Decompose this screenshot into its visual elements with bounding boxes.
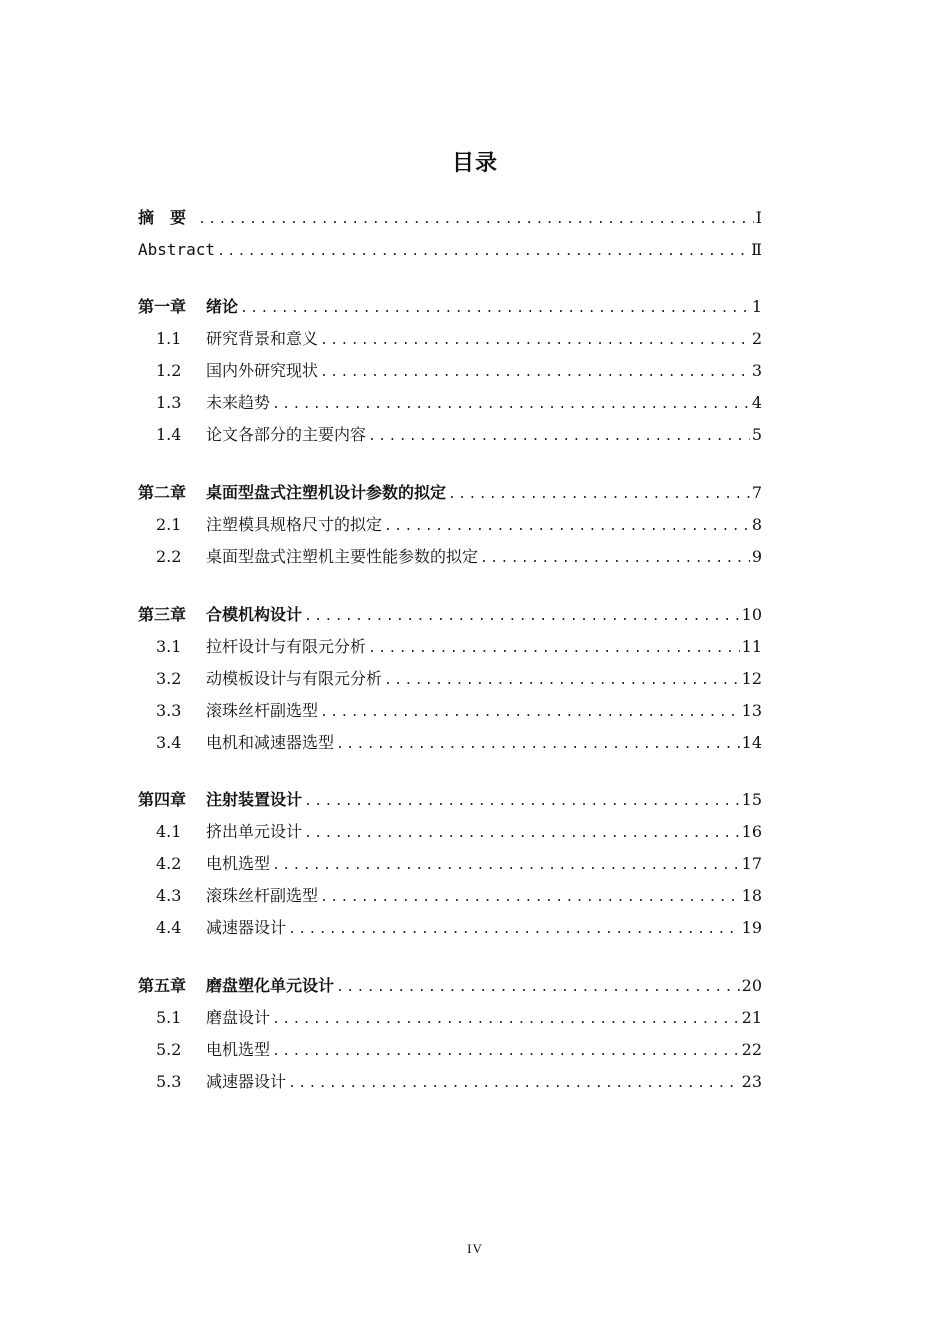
dot-leader — [336, 976, 740, 1000]
toc-entry-page: 21 — [741, 1008, 762, 1027]
toc-section-3-3[interactable] — [156, 699, 762, 723]
toc-entry-page: 1 — [751, 297, 762, 316]
toc-section-4-1[interactable] — [156, 820, 762, 844]
dot-leader — [480, 547, 750, 571]
toc-entry-page: 15 — [741, 790, 762, 809]
section-number: 1.3 — [156, 393, 182, 412]
section-title: 动模板设计与有限元分析 — [206, 669, 383, 688]
section-number: 2.1 — [156, 515, 182, 534]
toc-entry-page: 20 — [741, 976, 762, 995]
section-number: 2.2 — [156, 547, 182, 566]
chapter-number: 第四章 — [138, 790, 187, 809]
section-title: 未来趋势 — [206, 393, 271, 412]
dot-leader — [336, 733, 740, 757]
toc-entry-page: 5 — [751, 425, 762, 444]
toc-entry-page: 18 — [741, 886, 762, 905]
section-number: 1.4 — [156, 425, 182, 444]
toc-entry-page: 19 — [741, 918, 762, 937]
toc-entry-page: 14 — [741, 733, 762, 752]
dot-leader — [320, 886, 740, 910]
toc-section-1-3[interactable] — [156, 391, 762, 415]
toc-entry-page: 3 — [751, 361, 762, 380]
section-title: 磨盘设计 — [206, 1008, 271, 1027]
section-number: 4.3 — [156, 886, 182, 905]
section-title: 电机选型 — [206, 1040, 271, 1059]
chapter-number: 第三章 — [138, 605, 187, 624]
toc-entry-page: 8 — [751, 515, 762, 534]
section-title: 注塑模具规格尺寸的拟定 — [206, 515, 383, 534]
section-number: 5.2 — [156, 1040, 182, 1059]
toc-section-4-3[interactable] — [156, 884, 762, 908]
section-number: 3.2 — [156, 669, 182, 688]
chapter-number: 第一章 — [138, 297, 187, 316]
section-number: 3.1 — [156, 637, 182, 656]
page-number-footer: IV — [467, 1241, 483, 1256]
dot-leader — [448, 483, 750, 507]
toc-section-1-1[interactable] — [156, 327, 762, 351]
toc-section-2-2[interactable] — [156, 545, 762, 569]
toc-entry-page: 4 — [751, 393, 762, 412]
toc-section-5-2[interactable] — [156, 1038, 762, 1062]
toc-entry-label: 摘 要 — [138, 208, 187, 227]
dot-leader — [304, 605, 740, 629]
section-title: 挤出单元设计 — [206, 822, 303, 841]
section-title: 滚珠丝杆副选型 — [206, 701, 319, 720]
section-title: 电机和减速器选型 — [206, 733, 335, 752]
dot-leader — [198, 208, 754, 232]
section-title: 电机选型 — [206, 854, 271, 873]
section-title: 国内外研究现状 — [206, 361, 319, 380]
toc-entry-page: 22 — [741, 1040, 762, 1059]
dot-leader — [272, 1040, 740, 1064]
section-title: 桌面型盘式注塑机主要性能参数的拟定 — [206, 547, 479, 566]
toc-section-1-2[interactable] — [156, 359, 762, 383]
section-number: 4.4 — [156, 918, 182, 937]
section-number: 5.3 — [156, 1072, 182, 1091]
section-number: 3.3 — [156, 701, 182, 720]
section-title: 减速器设计 — [206, 1072, 287, 1091]
toc-chapter-5[interactable] — [138, 974, 762, 998]
chapter-title: 桌面型盘式注塑机设计参数的拟定 — [206, 483, 447, 502]
toc-section-3-2[interactable] — [156, 667, 762, 691]
toc-chapter-3[interactable] — [138, 603, 762, 627]
toc-entry-abstract-cn[interactable] — [138, 206, 762, 230]
dot-leader — [304, 822, 740, 846]
section-number: 4.2 — [156, 854, 182, 873]
toc-section-3-4[interactable] — [156, 731, 762, 755]
toc-entry-page: 23 — [741, 1072, 762, 1091]
section-number: 1.2 — [156, 361, 182, 380]
toc-section-1-4[interactable] — [156, 423, 762, 447]
page-title: 目录 — [451, 151, 498, 176]
toc-entry-page: 9 — [751, 547, 762, 566]
chapter-number: 第五章 — [138, 976, 187, 995]
dot-leader — [384, 669, 740, 693]
chapter-title: 合模机构设计 — [206, 605, 303, 624]
toc-entry-page: 11 — [741, 637, 762, 656]
toc-entry-label: Abstract — [138, 240, 216, 259]
dot-leader — [217, 240, 749, 264]
dot-leader — [288, 918, 740, 942]
chapter-title: 绪论 — [206, 297, 239, 316]
toc-entry-page: 7 — [751, 483, 762, 502]
dot-leader — [272, 393, 750, 417]
section-title: 论文各部分的主要内容 — [206, 425, 367, 444]
chapter-number: 第二章 — [138, 483, 187, 502]
chapter-title: 注射装置设计 — [206, 790, 303, 809]
dot-leader — [320, 361, 750, 385]
section-number: 5.1 — [156, 1008, 182, 1027]
toc-chapter-2[interactable] — [138, 481, 762, 505]
toc-section-3-1[interactable] — [156, 635, 762, 659]
toc-entry-page: 17 — [741, 854, 762, 873]
dot-leader — [320, 701, 740, 725]
toc-entry-abstract-en[interactable] — [138, 238, 762, 262]
dot-leader — [368, 425, 750, 449]
toc-entry-page: Ⅱ — [751, 240, 762, 259]
dot-leader — [272, 1008, 740, 1032]
section-number: 3.4 — [156, 733, 182, 752]
section-number: 4.1 — [156, 822, 182, 841]
section-title: 拉杆设计与有限元分析 — [206, 637, 367, 656]
chapter-title: 磨盘塑化单元设计 — [206, 976, 335, 995]
toc-section-4-2[interactable] — [156, 852, 762, 876]
dot-leader — [240, 297, 750, 321]
toc-section-4-4[interactable] — [156, 916, 762, 940]
toc-entry-page: 2 — [751, 329, 762, 348]
dot-leader — [320, 329, 750, 353]
toc-section-5-1[interactable] — [156, 1006, 762, 1030]
section-title: 减速器设计 — [206, 918, 287, 937]
toc-entry-page: 12 — [741, 669, 762, 688]
section-number: 1.1 — [156, 329, 182, 348]
dot-leader — [272, 854, 740, 878]
section-title: 滚珠丝杆副选型 — [206, 886, 319, 905]
dot-leader — [368, 637, 740, 661]
toc-chapter-1[interactable] — [138, 295, 762, 319]
dot-leader — [288, 1072, 740, 1096]
toc-entry-page: 10 — [741, 605, 762, 624]
toc-entry-page: 16 — [741, 822, 762, 841]
dot-leader — [384, 515, 750, 539]
toc-chapter-4[interactable] — [138, 788, 762, 812]
toc-section-5-3[interactable] — [156, 1070, 762, 1094]
section-title: 研究背景和意义 — [206, 329, 319, 348]
dot-leader — [304, 790, 740, 814]
toc-section-2-1[interactable] — [156, 513, 762, 537]
toc-entry-page: Ⅰ — [755, 208, 762, 227]
toc-entry-page: 13 — [741, 701, 762, 720]
